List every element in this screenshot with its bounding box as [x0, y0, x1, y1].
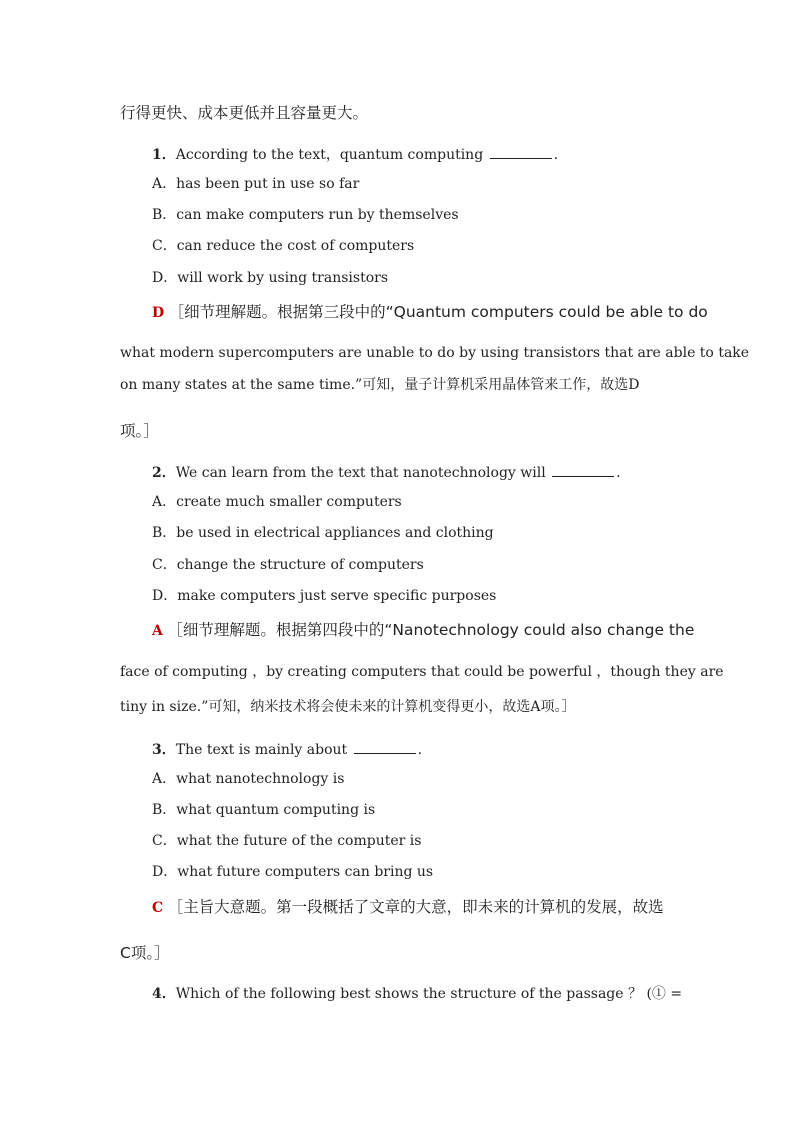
question-number: 3．: [152, 742, 176, 758]
explanation-2-line-2: face of computing ，by creating computers that could be powerful ，though they are: [120, 664, 724, 680]
option-d: D．what future computers can bring us: [152, 864, 434, 880]
explanation-1-line-3: on many states at the same time.”可知，量子计算机采用晶体管来工作，故选D: [120, 377, 640, 393]
option-d: D．make computers just serve specific purposes: [152, 588, 497, 604]
option-a: A．create much smaller computers: [152, 494, 402, 510]
explanation-3-line-1: [152, 898, 664, 917]
explanation-1-line-2: what modern supercomputers are unable to do by using transistors that are able to take: [120, 345, 750, 361]
explanation-3-line-2: C项。］: [120, 944, 170, 962]
question-2-stem: [152, 462, 621, 482]
option-c: C．can reduce the cost of computers: [152, 238, 415, 254]
question-text: We can learn from the text that nanotechnology will: [175, 465, 546, 481]
answer-letter: C: [152, 900, 164, 916]
answer-blank: [552, 462, 614, 477]
answer-blank: [354, 739, 416, 754]
answer-blank: [490, 144, 552, 159]
question-3-stem: [152, 739, 422, 759]
explanation-text: ［细节理解题。根据第三段中的“Quantum computers could be able to do: [168, 303, 708, 321]
explanation-1-line-4: 项。］: [120, 422, 159, 440]
explanation-text: ［细节理解题。根据第四段中的“Nanotechnology could also change the: [167, 621, 695, 639]
answer-letter: A: [152, 623, 163, 639]
question-text: According to the text，quantum computing: [175, 147, 484, 163]
question-text: The text is mainly about: [175, 742, 348, 758]
question-end: .: [616, 465, 621, 481]
option-b: B．what quantum computing is: [152, 802, 376, 818]
option-c: C．change the structure of computers: [152, 557, 424, 573]
question-text: Which of the following best shows the structure of the passage ？ (① =: [175, 986, 683, 1002]
explanation-1-line-1: [152, 303, 708, 322]
question-4-stem: [152, 985, 682, 1003]
option-b: B．can make computers run by themselves: [152, 207, 459, 223]
option-d: D．will work by using transistors: [152, 270, 389, 286]
explanation-2-line-3: tiny in size.”可知，纳米技术将会使未来的计算机变得更小，故选A项。］: [120, 699, 576, 715]
question-1-stem: [152, 144, 558, 164]
option-a: A．has been put in use so far: [152, 176, 360, 192]
option-c: C．what the future of the computer is: [152, 833, 422, 849]
explanation-2-line-1: [152, 621, 694, 640]
question-end: .: [417, 742, 423, 758]
answer-letter: D: [152, 305, 165, 321]
question-number: 2．: [152, 465, 176, 481]
option-a: A．what nanotechnology is: [152, 771, 345, 787]
question-number: 4．: [152, 986, 176, 1002]
explanation-text: ［主旨大意题。第一段概括了文章的大意，即未来的计算机的发展，故选: [167, 898, 664, 916]
question-number: 1．: [152, 147, 176, 163]
question-end: .: [553, 147, 559, 163]
intro-text: 行得更快、成本更低并且容量更大。: [120, 104, 369, 122]
option-b: B．be used in electrical appliances and clothing: [152, 525, 494, 541]
